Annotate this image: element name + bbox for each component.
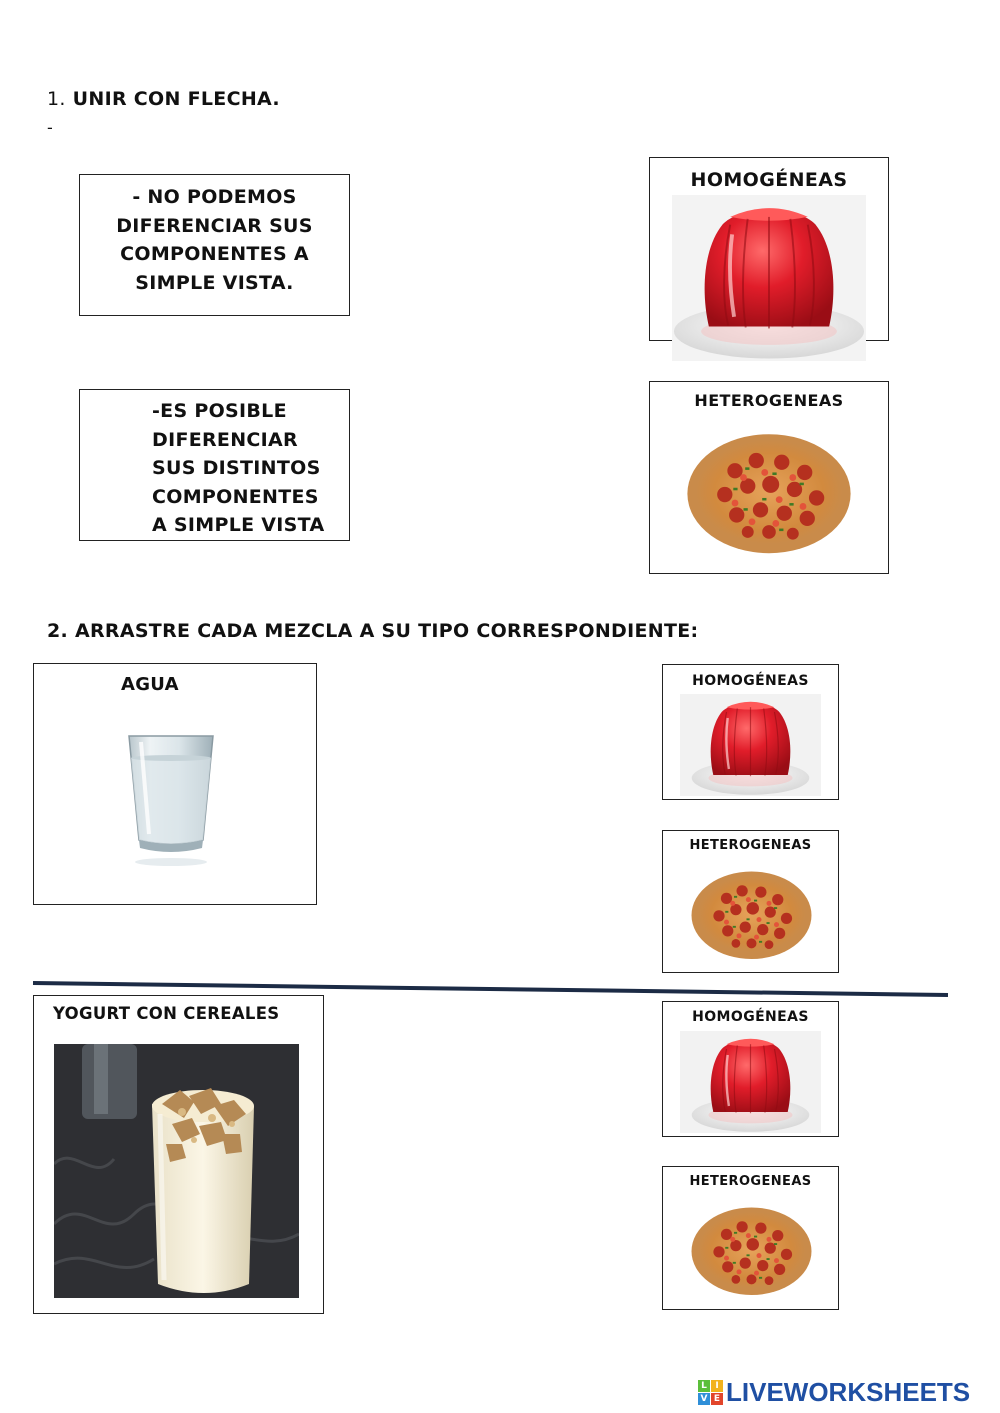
description-line: A SIMPLE VISTA xyxy=(152,514,325,536)
logo-mark-icon xyxy=(698,1380,723,1405)
jelly-image xyxy=(680,1031,821,1133)
drop-target-heterogeneas-1[interactable] xyxy=(662,830,839,973)
target-label-homogeneas: HOMOGÉNEAS xyxy=(690,169,848,191)
pizza-icon xyxy=(684,422,854,562)
description-line: DIFERENCIAR SUS xyxy=(116,214,313,237)
target-label-homogeneas: HOMOGÉNEAS xyxy=(692,673,809,689)
yogurt-image xyxy=(54,1044,299,1298)
pizza-icon xyxy=(689,1197,814,1303)
jelly-image xyxy=(672,195,866,361)
yogurt-cereal-icon xyxy=(54,1044,299,1298)
target-label-heterogeneas: HETEROGENEAS xyxy=(689,838,812,853)
target-label-heterogeneas: HETEROGENEAS xyxy=(694,391,844,410)
description-line: SIMPLE VISTA. xyxy=(135,271,294,294)
description-line: DIFERENCIAR xyxy=(152,428,298,451)
drag-item-agua[interactable] xyxy=(33,663,317,905)
jelly-icon xyxy=(672,195,866,361)
pizza-image xyxy=(689,861,814,967)
drag-item-yogurt[interactable] xyxy=(33,995,324,1314)
logo-letter: L xyxy=(698,1380,710,1392)
section-1-title xyxy=(47,88,280,110)
drop-target-heterogeneas-2[interactable] xyxy=(662,1166,839,1310)
pizza-image xyxy=(689,1197,814,1303)
description-box-homogeneous[interactable] xyxy=(79,174,350,316)
description-line: SUS DISTINTOS xyxy=(152,457,321,479)
logo-letter: V xyxy=(698,1393,710,1405)
item-label-agua: AGUA xyxy=(121,674,179,695)
pizza-icon xyxy=(689,861,814,967)
pizza-image xyxy=(684,422,854,562)
drop-target-homogeneas-1[interactable] xyxy=(662,664,839,800)
description-line: COMPONENTES A xyxy=(120,243,309,265)
water-glass-image xyxy=(121,730,221,870)
logo-letter: I xyxy=(711,1380,723,1392)
target-label-heterogeneas: HETEROGENEAS xyxy=(689,1174,812,1189)
description-box-heterogeneous[interactable] xyxy=(79,389,350,541)
jelly-icon xyxy=(680,694,821,796)
liveworksheets-logo xyxy=(698,1378,970,1406)
brand-name: LIVEWORKSHEETS xyxy=(726,1376,971,1407)
section-2-title: 2. ARRASTRE CADA MEZCLA A SU TIPO CORRESPONDIENTE: xyxy=(47,620,699,642)
drop-target-homogeneas-2[interactable] xyxy=(662,1001,839,1137)
logo-letter: E xyxy=(711,1393,723,1405)
jelly-image xyxy=(680,694,821,796)
description-line: -ES POSIBLE xyxy=(152,400,287,422)
water-glass-icon xyxy=(121,730,221,870)
jelly-icon xyxy=(680,1031,821,1133)
section-1-dash: - xyxy=(47,118,53,137)
section-1-number: 1. xyxy=(47,88,66,110)
target-label-homogeneas: HOMOGÉNEAS xyxy=(692,1009,809,1025)
item-label-yogurt: YOGURT CON CEREALES xyxy=(53,1004,280,1023)
target-box-heterogeneas[interactable] xyxy=(649,381,889,574)
description-line: - NO PODEMOS xyxy=(132,186,297,208)
description-line: COMPONENTES xyxy=(152,485,319,508)
section-1-title-text: UNIR CON FLECHA. xyxy=(72,88,280,110)
